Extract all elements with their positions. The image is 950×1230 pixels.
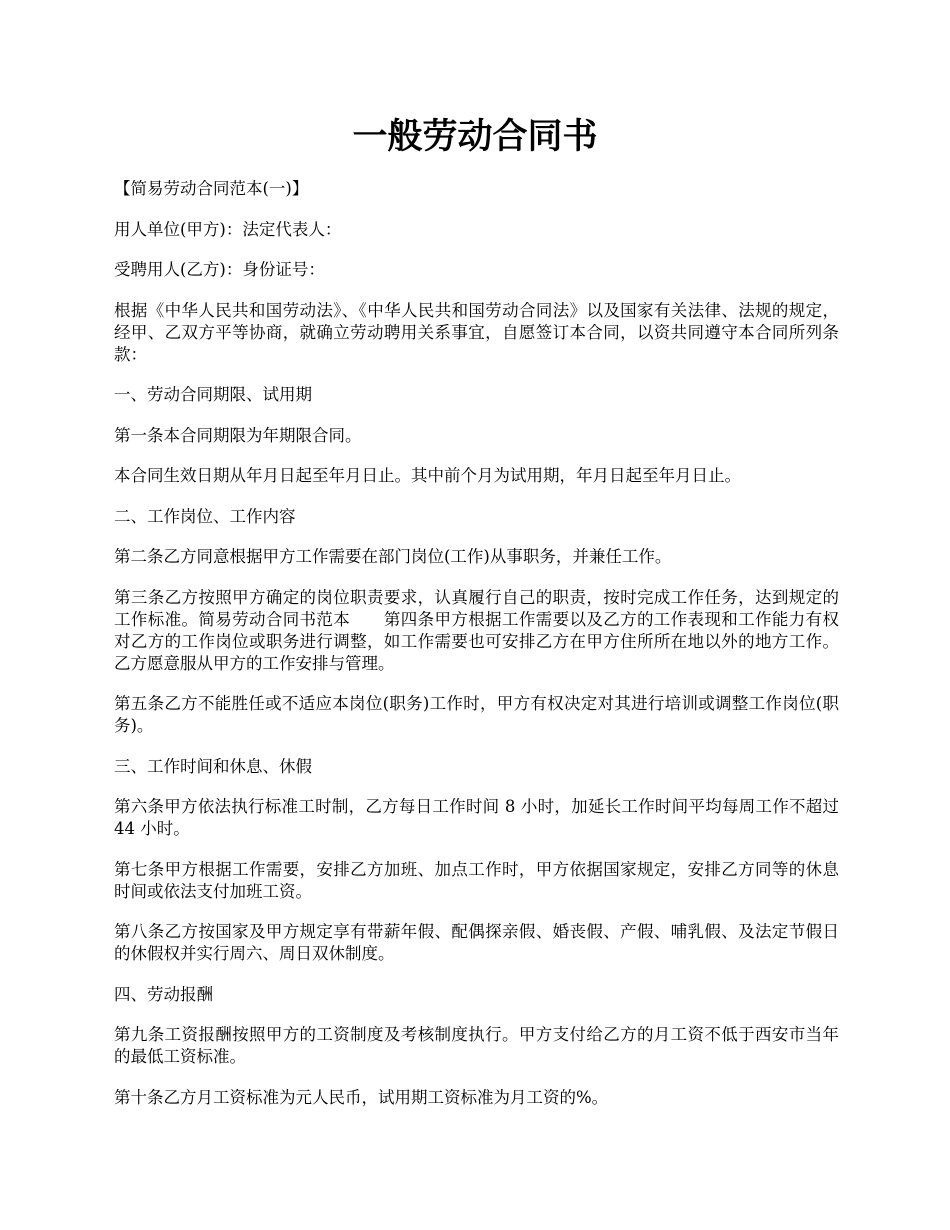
article-8: 第八条乙方按国家及甲方规定享有带薪年假、配偶探亲假、婚丧假、产假、哺乳假、及法定节假日的休假权并实行周六、周日双休制度。 (114, 922, 839, 963)
article-2: 第二条乙方同意根据甲方工作需要在部门岗位(工作)从事职务，并兼任工作。 (114, 547, 672, 566)
effective-date-paragraph: 本合同生效日期从年月日起至年月日止。其中前个月为试用期，年月日起至年月日止。 (114, 466, 741, 485)
contract-subtitle: 【简易劳动合同范本(一)】 (114, 179, 309, 198)
document-title: 一般劳动合同书 (352, 116, 598, 157)
document-body (114, 178, 839, 1127)
employer-line: 用人单位(甲方)：法定代表人： (114, 219, 342, 239)
section-heading-term: 一、劳动合同期限、试用期 (114, 385, 312, 404)
article-1: 第一条本合同期限为年期限合同。 (114, 425, 362, 445)
article-6: 第六条甲方依法执行标准工时制，乙方每日工作时间 8 小时，加延长工作时间平均每周工作不超过 44 小时。 (114, 797, 839, 838)
article-7: 第七条甲方根据工作需要，安排乙方加班、加点工作时，甲方依据国家规定，安排乙方同等的休息时间或依法支付加班工资。 (114, 859, 839, 901)
section-heading-hours: 三、工作时间和休息、休假 (114, 756, 312, 776)
article-5: 第五条乙方不能胜任或不适应本岗位(职务)工作时，甲方有权决定对其进行培训或调整工作岗位(职务)。 (114, 694, 839, 735)
preamble-paragraph: 根据《中华人民共和国劳动法》、《中华人民共和国劳动合同法》以及国家有关法律、法规的规定，经甲、乙双方平等协商，就确立劳动聘用关系事宜，自愿签订本合同，以资共同遵守本合同所列条款： (114, 300, 839, 364)
section-heading-position: 二、工作岗位、工作内容 (114, 506, 296, 526)
article-10: 第十条乙方月工资标准为元人民币，试用期工资标准为月工资的%。 (114, 1087, 609, 1107)
section-heading-pay: 四、劳动报酬 (114, 984, 213, 1004)
article-9: 第九条工资报酬按照甲方的工资制度及考核制度执行。甲方支付给乙方的月工资不低于西安市当年的最低工资标准。 (114, 1025, 839, 1066)
employee-line: 受聘用人(乙方)：身份证号： (114, 260, 325, 279)
article-3-4: 第三条乙方按照甲方确定的岗位职责要求，认真履行自己的职责，按时完成工作任务，达到规定的工作标准。简易劳动合同书范本 第四条甲方根据工作需要以及乙方的工作表现和工作能力有权对乙方的工作岗位或职务进行调整，如工作需要也可安排乙方在甲方住所所在地以外的地方工作。乙方愿意服从甲方的工作安排与管理。 (114, 587, 839, 673)
